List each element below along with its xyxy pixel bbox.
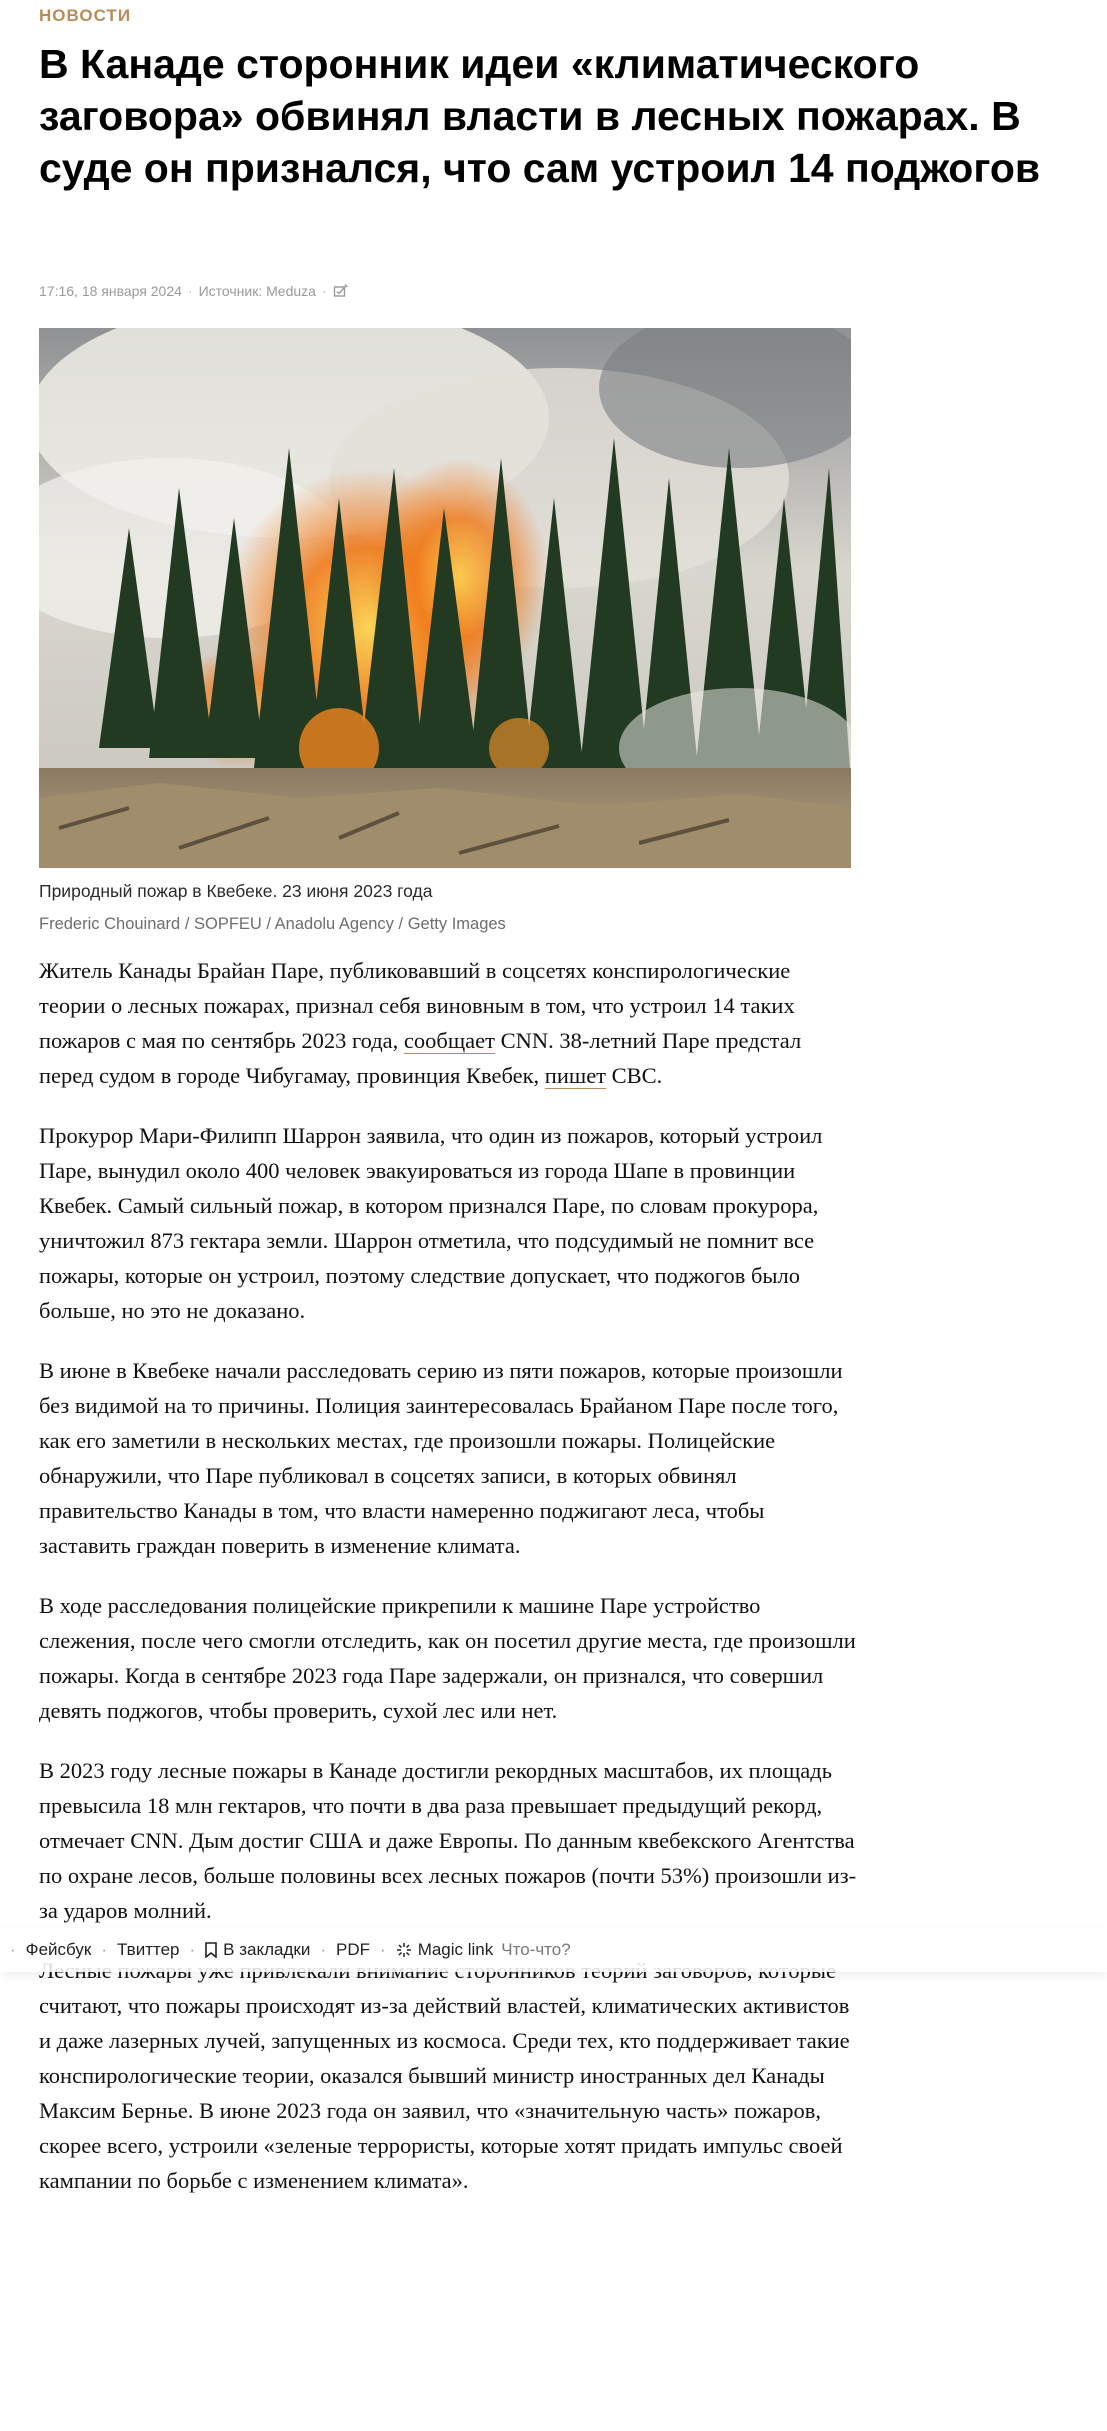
share-toolbar bbox=[0, 1928, 1107, 1972]
photo-caption-block bbox=[39, 875, 859, 941]
facebook-share-button[interactable] bbox=[26, 1940, 92, 1960]
twitter-share-button[interactable] bbox=[117, 1940, 179, 1960]
paragraph-5: В 2023 году лесные пожары в Канаде достигли рекордных масштабов, их площадь превысила 18 млн гектаров, что почти в два раза превышает предыдущий рекорд, отмечает CNN. Дым достиг США и даже Европы. По данным квебекского Агентства по охране лесов, больше половины всех лесных пожаров (почти 53%) произошли из-за ударов молний. bbox=[39, 1758, 857, 1923]
magic-link-label: Magic link bbox=[417, 1940, 494, 1959]
paragraph-text: Житель Канады Брайан Паре, публиковавший в соцсетях конспирологические теории о лесных пожарах, признал себя виновным в том, что устроил 14 таких пожаров с мая по сентябрь 2023 года, bbox=[39, 958, 795, 1053]
bookmarks-label: В закладки bbox=[223, 1940, 311, 1959]
toolbar-separator: · bbox=[189, 1940, 196, 1959]
meta-separator: · bbox=[187, 283, 193, 299]
cnn-source-link[interactable]: сообщает bbox=[403, 1028, 495, 1053]
twitter-label: Твиттер bbox=[117, 1940, 180, 1959]
cbc-source-link[interactable]: пишет bbox=[544, 1063, 607, 1088]
what-label: Что-что? bbox=[501, 1940, 571, 1959]
article-body bbox=[39, 953, 859, 2223]
bookmark-button[interactable] bbox=[205, 1940, 310, 1960]
rubric-label[interactable]: НОВОСТИ bbox=[39, 6, 132, 25]
toolbar-separator: · bbox=[10, 1940, 16, 1959]
paragraph-text: CNN. 38-летний Паре предстал перед судом в городе Чибугамау, провинция Квебек, bbox=[39, 1028, 802, 1088]
article-photo bbox=[39, 328, 851, 868]
paragraph-text: CBC. bbox=[606, 1063, 663, 1088]
photo-credit: Frederic Chouinard / SOPFEU / Anadolu Agency / Getty Images bbox=[39, 915, 506, 933]
sparkle-icon bbox=[396, 1942, 412, 1958]
toolbar-separator: · bbox=[380, 1940, 386, 1959]
paragraph-2: Прокурор Мари-Филипп Шаррон заявила, что один из пожаров, который устроил Паре, вынудил около 400 человек эвакуироваться из города Шапе в провинции Квебек. Самый сильный пожар, в котором признался Паре, по словам прокурора, уничтожил 873 гектара земли. Шаррон отметила, что подсудимый не помнит все пожары, которые он устроил, поэтому следствие допускает, что поджогов было больше, но это не доказано. bbox=[39, 1123, 823, 1323]
report-typo-icon[interactable] bbox=[333, 283, 349, 299]
photo-caption: Природный пожар в Квебеке. 23 июня 2023 года bbox=[39, 881, 433, 901]
publish-datetime: 17:16, 18 января 2024 bbox=[39, 283, 182, 299]
paragraph-6: считают, что пожары происходят из-за действий властей, климатических активистов и даже лазерных лучей, запущенных из космоса. Среди тех, кто поддерживает такие конспирологические теории, оказался бывший министр иностранных дел Канады Максим Бернье. В июне 2023 года он заявил, что «значительную часть» пожаров, скорее всего, устроили «зеленые террористы, которые хотят придать импульс своей кампании по борьбе с изменением климата». bbox=[39, 1993, 850, 2193]
bookmark-icon bbox=[205, 1942, 217, 1958]
paragraph-4: В ходе расследования полицейские прикрепили к машине Паре устройство слежения, после чего смогли отследить, как он посетил другие места, где произошли пожары. Когда в сентябре 2023 года Паре задержали, он признался, что совершил девять поджогов, чтобы проверить, сухой лес или нет. bbox=[39, 1593, 856, 1723]
paragraph-3: В июне в Квебеке начали расследовать серию из пяти пожаров, которые произошли без видимой на то причины. Полиция заинтересовалась Брайаном Паре после того, как его заметили в нескольких местах, где произошли пожары. Полицейские обнаружили, что Паре публиковал в соцсетях записи, в которых обвинял правительство Канады в том, что власти намеренно поджигают леса, чтобы заставить граждан поверить в изменение климата. bbox=[39, 1358, 843, 1558]
toolbar-separator: · bbox=[320, 1940, 327, 1959]
pdf-label: PDF bbox=[336, 1940, 371, 1959]
meta-separator: · bbox=[321, 283, 327, 299]
source-label[interactable]: Источник: Meduza bbox=[198, 283, 316, 299]
toolbar-separator: · bbox=[101, 1940, 108, 1959]
what-button[interactable] bbox=[501, 1940, 570, 1960]
pdf-button[interactable] bbox=[336, 1940, 370, 1960]
facebook-label: Фейсбук bbox=[25, 1940, 92, 1959]
paragraph-1 bbox=[39, 953, 859, 1093]
article-meta bbox=[39, 283, 349, 299]
magic-link-button[interactable] bbox=[396, 1940, 494, 1960]
article-headline: В Канаде сторонник идеи «климатического заговора» обвинял власти в лесных пожарах. В суде он признался, что сам устроил 14 поджогов bbox=[39, 41, 1041, 191]
